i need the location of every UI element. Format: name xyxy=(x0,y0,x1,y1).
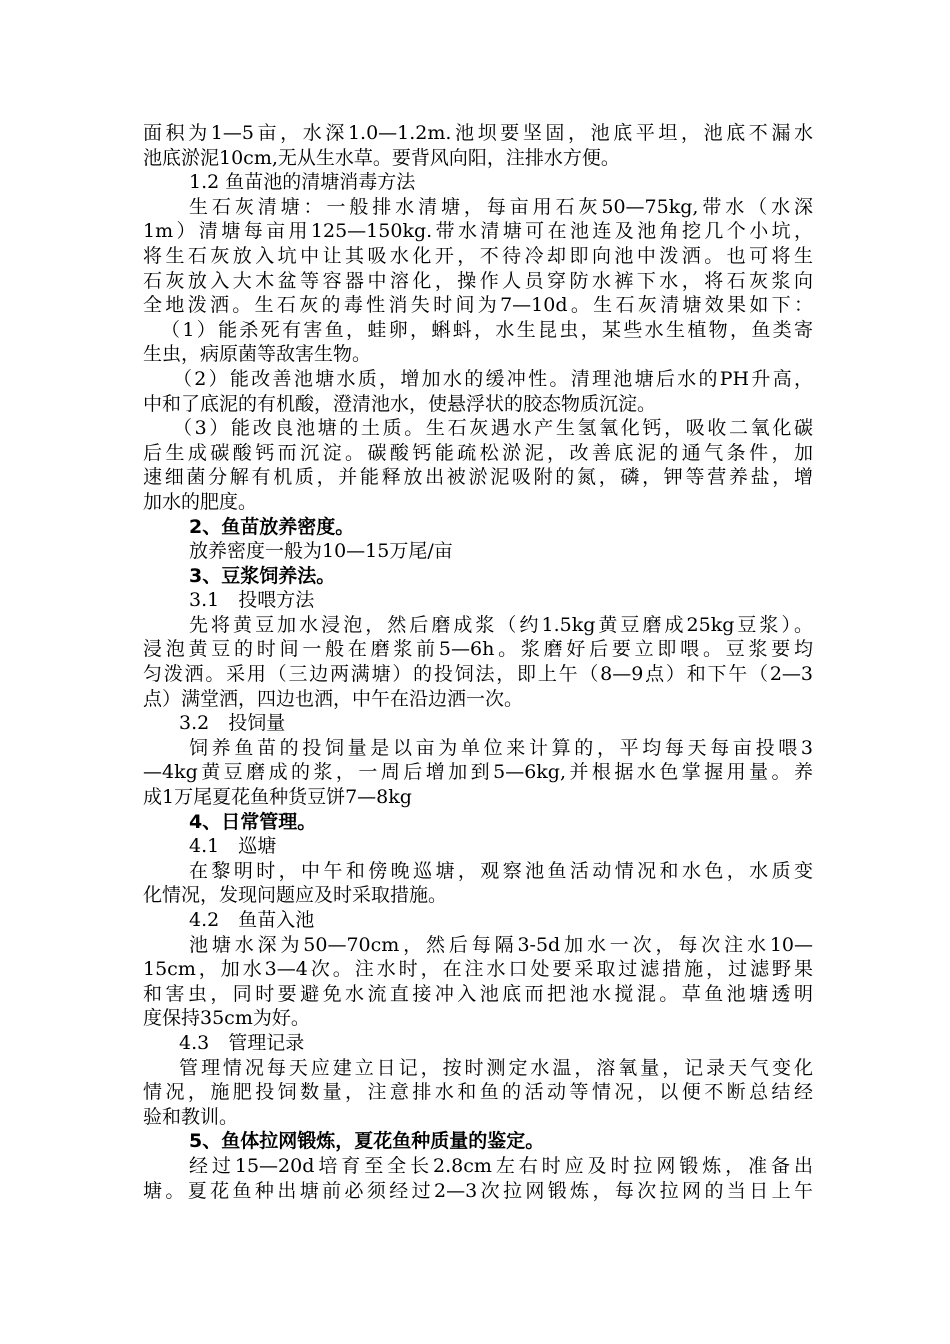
text-line: 度保持35cm为好。 xyxy=(143,1007,310,1030)
text-line: 验和教训。 xyxy=(143,1105,239,1128)
text-line: 放养密度一般为10—15万尾/亩 xyxy=(189,540,453,563)
text-line: 1m）清塘每亩用125—150kg.带水清塘可在池连及池角挖几个小坑， xyxy=(143,220,813,243)
text-line: 速细菌分解有机质，并能释放出被淤泥吸附的氮，磷，钾等营养盐，增 xyxy=(143,466,813,489)
text-line: 匀泼洒。采用（三边两满塘）的投饲法，即上午（8—9点）和下午（2—3 xyxy=(143,663,813,686)
text-line: 石灰放入大木盆等容器中溶化，操作人员穿防水裤下水，将石灰浆向 xyxy=(143,269,813,292)
text-line: 池塘水深为50—70cm，然后每隔3-5d加水一次，每次注水10— xyxy=(189,933,813,956)
text-line: 化情况，发现问题应及时采取措施。 xyxy=(143,884,448,907)
text-line: 情况，施肥投饲数量，注意排水和鱼的活动等情况，以便不断总结经 xyxy=(143,1081,813,1104)
section-heading: 4、日常管理。 xyxy=(189,810,317,833)
text-line: 塘。夏花鱼种出塘前必须经过2—3次拉网锻炼，每次拉网的当日上午 xyxy=(143,1179,813,1202)
text-line: —4kg黄豆磨成的浆，一周后增加到5—6kg,并根据水色掌握用量。养 xyxy=(143,761,813,784)
text-line: 池底淤泥10cm,无从生水草。要背风向阳，注排水方便。 xyxy=(143,146,620,169)
document-page xyxy=(143,121,813,1203)
text-line: 全地泼洒。生石灰的毒性消失时间为7—10d。生石灰清塘效果如下： xyxy=(143,294,813,317)
text-line: 先将黄豆加水浸泡，然后磨成浆（约1.5kg黄豆磨成25kg豆浆）。 xyxy=(189,613,813,636)
subsection-heading: 3.1 投喂方法 xyxy=(189,589,315,612)
list-item: （3）能改良池塘的土质。生石灰遇水产生氢氧化钙，吸收二氧化碳 xyxy=(173,417,813,440)
text-line: 浸泡黄豆的时间一般在磨浆前5—6h。浆磨好后要立即喂。豆浆要均 xyxy=(143,638,813,661)
subsection-heading: 4.2 鱼苗入池 xyxy=(189,909,315,931)
text-line: 15cm，加水3—4次。注水时，在注水口处要采取过滤措施，过滤野果 xyxy=(143,958,813,981)
subsection-heading: 4.1 巡塘 xyxy=(189,835,277,858)
text-line: 饲养鱼苗的投饲量是以亩为单位来计算的，平均每天每亩投喂3 xyxy=(189,736,813,759)
subsection-heading: 3.2 投饲量 xyxy=(179,712,286,735)
text-line: 中和了底泥的有机酸，澄清池水，使悬浮状的胶态物质沉淀。 xyxy=(143,392,657,415)
text-line: 管理情况每天应建立日记，按时测定水温，溶氧量，记录天气变化 xyxy=(179,1056,813,1079)
text-line: 加水的肥度。 xyxy=(143,490,258,513)
text-line: 生石灰清塘：一般排水清塘，每亩用石灰50—75kg,带水（水深 xyxy=(189,195,813,218)
list-item: （2）能改善池塘水质，增加水的缓冲性。清理池塘后水的PH升高， xyxy=(173,367,813,390)
section-heading: 2、鱼苗放养密度。 xyxy=(189,515,355,538)
text-line: 和害虫，同时要避免水流直接冲入池底而把池水搅混。草鱼池塘透明 xyxy=(143,982,813,1005)
section-heading: 3、豆浆饲养法。 xyxy=(189,564,336,587)
text-line: 点）满堂洒，四边也洒，中午在沿边洒一次。 xyxy=(143,687,524,710)
text-line: 经过15—20d培育至全长2.8cm左右时应及时拉网锻炼，准备出 xyxy=(189,1154,813,1177)
subsection-heading: 4.3 管理记录 xyxy=(179,1031,305,1054)
text-line: 生虫，病原菌等敌害生物。 xyxy=(143,343,372,366)
text-line: 成1万尾夏花鱼种货豆饼7—8kg xyxy=(143,786,412,809)
list-item: （1）能杀死有害鱼，蛙卵，蝌蚪，水生昆虫，某些水生植物，鱼类寄 xyxy=(161,318,813,341)
section-heading: 1.2 鱼苗池的清塘消毒方法 xyxy=(189,171,416,194)
text-line: 后生成碳酸钙而沉淀。碳酸钙能疏松淤泥，改善底泥的通气条件，加 xyxy=(143,441,813,464)
text-line: 在黎明时，中午和傍晚巡塘，观察池鱼活动情况和水色，水质变 xyxy=(189,859,813,882)
section-heading: 5、鱼体拉网锻炼，夏花鱼种质量的鉴定。 xyxy=(189,1130,545,1153)
text-line: 面积为1—5亩，水深1.0—1.2m.池坝要坚固，池底平坦，池底不漏水 xyxy=(143,122,813,144)
text-line: 将生石灰放入坑中让其吸水化开，不待冷却即向池中泼洒。也可将生 xyxy=(143,244,813,267)
